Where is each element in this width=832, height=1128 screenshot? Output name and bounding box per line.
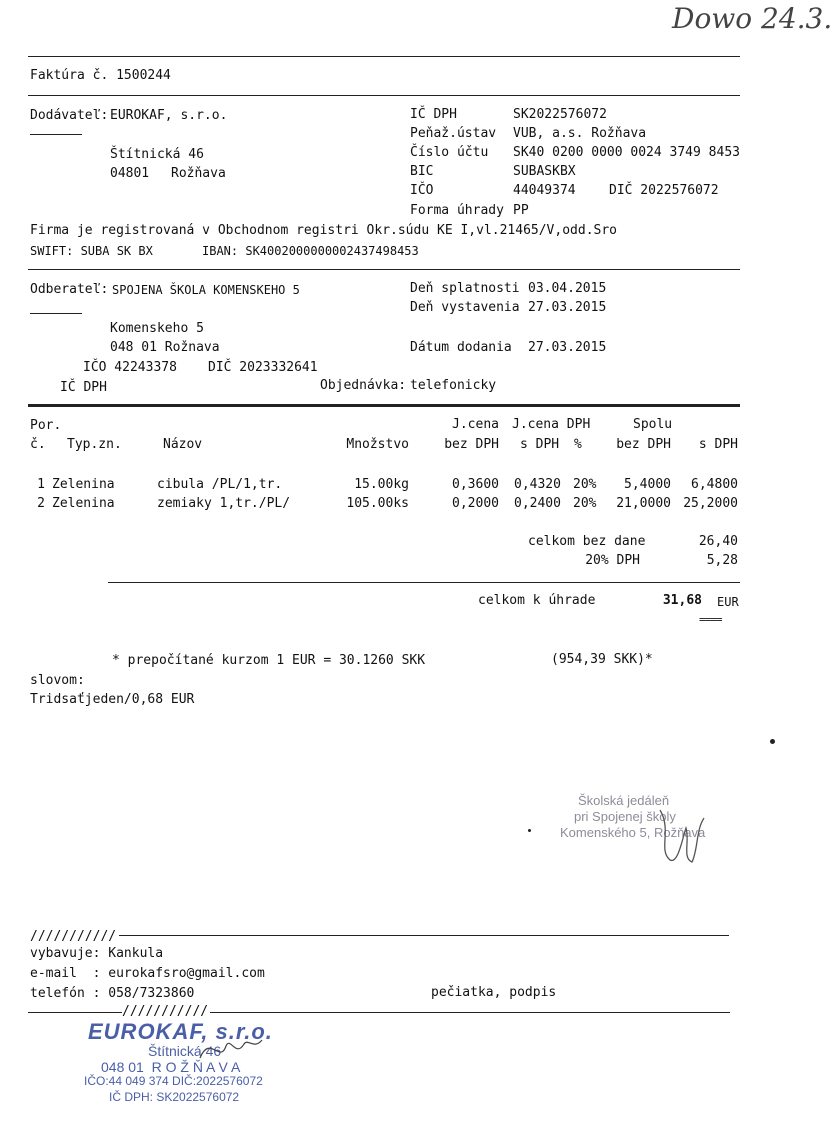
col-header-no: č. bbox=[30, 437, 46, 452]
registry-note: Firma je registrovaná v Obchodnom registri Okr.súdu KE I,vl.21465/V,odd.Sro bbox=[30, 223, 617, 238]
row-number: 1 bbox=[37, 477, 45, 492]
footer-rule-top bbox=[119, 935, 729, 936]
company-stamp-street: Štítnická 46 bbox=[148, 1043, 222, 1059]
supplier-underline bbox=[30, 134, 82, 135]
row-qty: 15.00kg bbox=[354, 477, 409, 492]
bank-value-account: SK40 0200 0000 0024 3749 8453 bbox=[513, 145, 740, 160]
vat-total: 5,28 bbox=[706, 553, 738, 568]
footer-rule-bottom-right bbox=[210, 1012, 730, 1013]
row-unit-gross: 0,4320 bbox=[514, 477, 561, 492]
conversion-skk: (954,39 SKK)* bbox=[551, 652, 653, 667]
divider-supplier bbox=[28, 269, 740, 270]
amount-due-label: celkom k úhrade bbox=[478, 593, 596, 608]
row-vat: 20% bbox=[573, 477, 597, 492]
customer-ic-dph: IČ DPH bbox=[60, 380, 107, 395]
bank-value-institution: VUB, a.s. Rožňava bbox=[513, 126, 647, 141]
supplier-street: Štítnická 46 bbox=[110, 147, 204, 162]
col-header-unit-net: bez DPH bbox=[444, 437, 499, 452]
bank-value-ic-dph: SK2022576072 bbox=[513, 107, 607, 122]
scan-speck bbox=[770, 739, 775, 744]
top-divider bbox=[28, 56, 740, 57]
issued-by: vybavuje: Kankula bbox=[30, 946, 164, 961]
col-header-total-gross: s DPH bbox=[698, 437, 738, 452]
row-total-net: 5,4000 bbox=[624, 477, 671, 492]
row-total-gross: 6,4800 bbox=[691, 477, 738, 492]
received-signature bbox=[652, 800, 712, 870]
bank-label-ico: IČO bbox=[410, 183, 434, 198]
amount-due-currency: EUR bbox=[717, 595, 739, 609]
col-header-name: Názov bbox=[163, 437, 203, 452]
table-top-rule bbox=[28, 404, 740, 407]
customer-name: SPOJENA ŠKOLA KOMENSKEHO 5 bbox=[112, 283, 300, 297]
bank-label-account: Číslo účtu bbox=[410, 145, 489, 160]
row-unit-gross: 0,2400 bbox=[514, 496, 561, 511]
vat-total-label: 20% DPH bbox=[585, 553, 640, 568]
footer-slashes-top: /////////// bbox=[30, 929, 117, 944]
due-date: 03.04.2015 bbox=[528, 281, 607, 296]
supplier-name: EUROKAF, s.r.o. bbox=[110, 108, 228, 123]
conversion-note: * prepočítané kurzom 1 EUR = 30.1260 SKK bbox=[112, 653, 426, 668]
company-stamp-ids: IČO:44 049 374 DIČ:2022576072 bbox=[84, 1074, 263, 1088]
swift: SWIFT: SUBA SK BX bbox=[30, 244, 153, 258]
col-header-total-net: bez DPH bbox=[616, 437, 671, 452]
received-stamp-dot bbox=[528, 829, 531, 832]
bank-label-bic: BIC bbox=[410, 164, 434, 179]
bank-value-dic: DIČ 2022576072 bbox=[609, 183, 719, 198]
contact-phone: telefón : 058/7323860 bbox=[30, 986, 195, 1001]
received-stamp-line1: Školská jedáleň bbox=[578, 793, 670, 808]
row-name: zemiaky 1,tr./PL/ bbox=[157, 496, 291, 511]
bank-label-payment: Forma úhrady bbox=[410, 203, 504, 218]
row-type: Zelenina bbox=[52, 496, 115, 511]
net-total: 26,40 bbox=[698, 534, 738, 549]
handwritten-note: Dowo 24.3. bbox=[672, 2, 832, 35]
company-stamp-name: EUROKAF, s.r.o. bbox=[88, 1019, 273, 1044]
due-date-label: Deň splatnosti bbox=[410, 281, 520, 296]
received-stamp-line2: pri Spojenej školy bbox=[574, 809, 676, 824]
in-words-label: slovom: bbox=[30, 673, 85, 688]
row-unit-net: 0,2000 bbox=[452, 496, 499, 511]
bank-value-bic: SUBASKBX bbox=[513, 164, 576, 179]
col-header-vat-pct: % bbox=[574, 437, 582, 452]
row-name: cibula /PL/1,tr. bbox=[157, 477, 283, 492]
footer-rule-bottom-left bbox=[28, 1012, 122, 1013]
row-unit-net: 0,3600 bbox=[452, 477, 499, 492]
row-number: 2 bbox=[37, 496, 45, 511]
col-header-total: Spolu bbox=[633, 417, 673, 432]
col-header-type: Typ.zn. bbox=[67, 437, 122, 452]
footer-slashes-bottom: /////////// bbox=[122, 1004, 209, 1019]
customer-underline bbox=[30, 313, 82, 314]
company-signature bbox=[196, 1028, 266, 1068]
col-header-por: Por. bbox=[30, 418, 62, 433]
delivery-date: 27.03.2015 bbox=[528, 340, 607, 355]
amount-due-underline: ==== bbox=[699, 613, 722, 626]
received-stamp-line3: Komenského 5, Rožňava bbox=[560, 825, 706, 840]
invoice-title: Faktúra č. 1500244 bbox=[30, 68, 171, 83]
amount-due: 31,68 bbox=[662, 593, 702, 608]
customer-label: Odberateľ: bbox=[30, 282, 109, 297]
divider-totals bbox=[108, 582, 740, 583]
bank-label-ic-dph: IČ DPH bbox=[410, 107, 457, 122]
supplier-postal: 04801 bbox=[110, 166, 150, 181]
company-stamp-vat: IČ DPH: SK2022576072 bbox=[109, 1090, 240, 1104]
row-vat: 20% bbox=[573, 496, 597, 511]
order-label: Objednávka: bbox=[320, 378, 407, 393]
row-type: Zelenina bbox=[52, 477, 115, 492]
col-header-qty: Množstvo bbox=[346, 437, 409, 452]
delivery-date-label: Dátum dodania bbox=[410, 340, 512, 355]
row-qty: 105.00ks bbox=[346, 496, 409, 511]
col-header-unit-price: J.cena bbox=[452, 417, 499, 432]
order-value: telefonicky bbox=[410, 378, 497, 393]
col-header-unit-gross: s DPH bbox=[520, 437, 560, 452]
customer-ico: IČO 42243378 bbox=[83, 360, 177, 375]
row-total-gross: 25,2000 bbox=[683, 496, 738, 511]
supplier-label: Dodávateľ: bbox=[30, 108, 109, 123]
col-header-unit-price-vat: J.cena DPH bbox=[512, 417, 591, 432]
divider-title bbox=[28, 95, 740, 96]
issue-date: 27.03.2015 bbox=[528, 300, 607, 315]
iban: IBAN: SK4002000000002437498453 bbox=[202, 244, 419, 258]
customer-street: Komenskeho 5 bbox=[110, 321, 204, 336]
issue-date-label: Deň vystavenia bbox=[410, 300, 520, 315]
company-stamp-city: 048 01 R O Ž Ň A V A bbox=[101, 1059, 241, 1075]
customer-dic: DIČ 2023332641 bbox=[208, 360, 318, 375]
bank-label-institution: Peňaž.ústav bbox=[410, 126, 497, 141]
supplier-city: Rožňava bbox=[171, 166, 226, 181]
customer-city: 048 01 Rožnava bbox=[110, 340, 220, 355]
row-total-net: 21,0000 bbox=[616, 496, 671, 511]
bank-value-payment: PP bbox=[513, 203, 529, 218]
bank-value-ico: 44049374 bbox=[513, 183, 576, 198]
contact-email: e-mail : eurokafsro@gmail.com bbox=[30, 966, 265, 981]
in-words-value: Tridsaťjeden/0,68 EUR bbox=[30, 692, 195, 707]
net-total-label: celkom bez dane bbox=[528, 534, 646, 549]
stamp-signature-label: pečiatka, podpis bbox=[431, 985, 557, 1000]
